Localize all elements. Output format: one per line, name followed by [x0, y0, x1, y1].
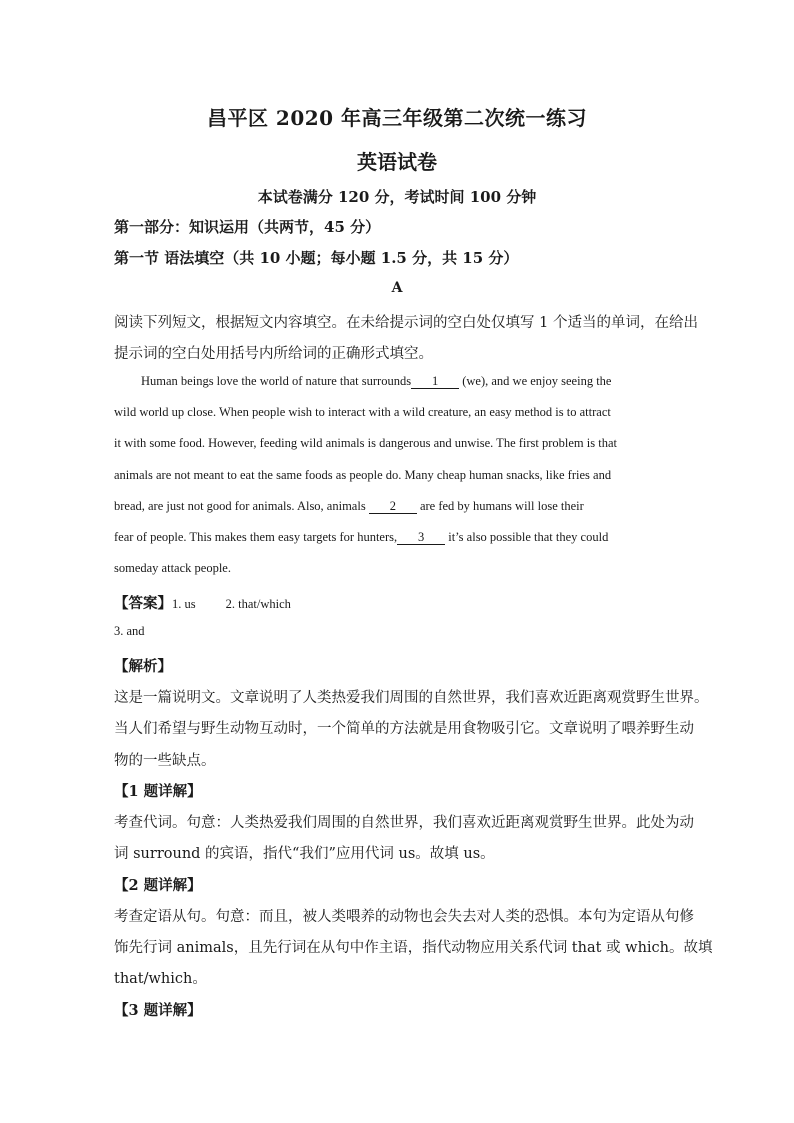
passage-text: it’s also possible that they could [445, 530, 609, 544]
exam-title: 昌平区 2020 年高三年级第二次统一练习 [206, 106, 588, 130]
part1-heading: 第一部分：知识运用（共两节，45 分） [114, 218, 381, 236]
passage-text: bread, are just not good for animals. Also, animals [114, 499, 369, 513]
passage-line-4: animals are not meant to eat the same foods as people do. Many cheap human snacks, like fries and [114, 468, 612, 482]
q2-line-1: 考查定语从句。句意：而且，被人类喂养的动物也会失去对人类的恐惧。本句为定语从句修 [114, 909, 694, 925]
passage-line-2: wild world up close. When people wish to interact with a wild creature, an easy method is to attract [114, 405, 611, 419]
passage-text: Human beings love the world of nature that surrounds [141, 374, 412, 388]
exam-info: 本试卷满分 120 分，考试时间 100 分钟 [257, 188, 537, 206]
passage-text: (we), and we enjoy seeing the [459, 374, 612, 388]
q2-line-2: 饰先行词 animals，且先行词在从句中作主语，指代动物应用关系代词 that 或 which。故填 [114, 940, 713, 956]
instructions-line-1: 阅读下列短文，根据短文内容填空。在未给提示词的空白处仅填写 1 个适当的单词，在给出 [114, 315, 698, 331]
passage-label: A [391, 280, 403, 296]
passage-line-7: someday attack people. [114, 561, 231, 575]
section1-heading: 第一节 语法填空（共 10 小题；每小题 1.5 分，共 15 分） [114, 249, 519, 267]
answer-1: 1. us [172, 597, 196, 611]
answer-3: 3. and [114, 624, 145, 638]
q1-line-2: 词 surround 的宾语，指代“我们”应用代词 us。故填 us。 [114, 846, 495, 862]
q1-line-1: 考查代词。句意：人类热爱我们周围的自然世界，我们喜欢近距离观赏野生世界。此处为动 [114, 815, 694, 831]
passage-line-5 [114, 499, 684, 514]
passage-line-6 [114, 530, 684, 545]
q2-label: 【2 题详解】 [114, 877, 202, 894]
answer-line [114, 592, 684, 613]
instructions-line-2: 提示词的空白处用括号内所给词的正确形式填空。 [114, 346, 433, 362]
exam-subtitle: 英语试卷 [357, 150, 437, 174]
blank-3: 3 [397, 531, 445, 545]
analysis-line-3: 物的一些缺点。 [114, 753, 216, 769]
answer-2: 2. that/which [225, 597, 291, 611]
analysis-line-1: 这是一篇说明文。文章说明了人类热爱我们周围的自然世界，我们喜欢近距离观赏野生世界。 [114, 690, 709, 706]
blank-2: 2 [369, 500, 417, 514]
analysis-label: 【解析】 [114, 658, 172, 675]
passage-text: are fed by humans will lose their [416, 499, 584, 513]
q3-label: 【3 题详解】 [114, 1002, 202, 1019]
answer-label: 【答案】 [114, 596, 172, 612]
passage-line-1 [141, 374, 711, 389]
q2-line-3: that/which。 [114, 971, 207, 987]
passage-line-3: it with some food. However, feeding wild animals is dangerous and unwise. The first problem is that [114, 436, 617, 450]
blank-1: 1 [411, 375, 459, 389]
passage-text: fear of people. This makes them easy targets for hunters, [114, 530, 398, 544]
analysis-line-2: 当人们希望与野生动物互动时，一个简单的方法就是用食物吸引它。文章说明了喂养野生动 [114, 721, 694, 737]
q1-label: 【1 题详解】 [114, 783, 202, 800]
